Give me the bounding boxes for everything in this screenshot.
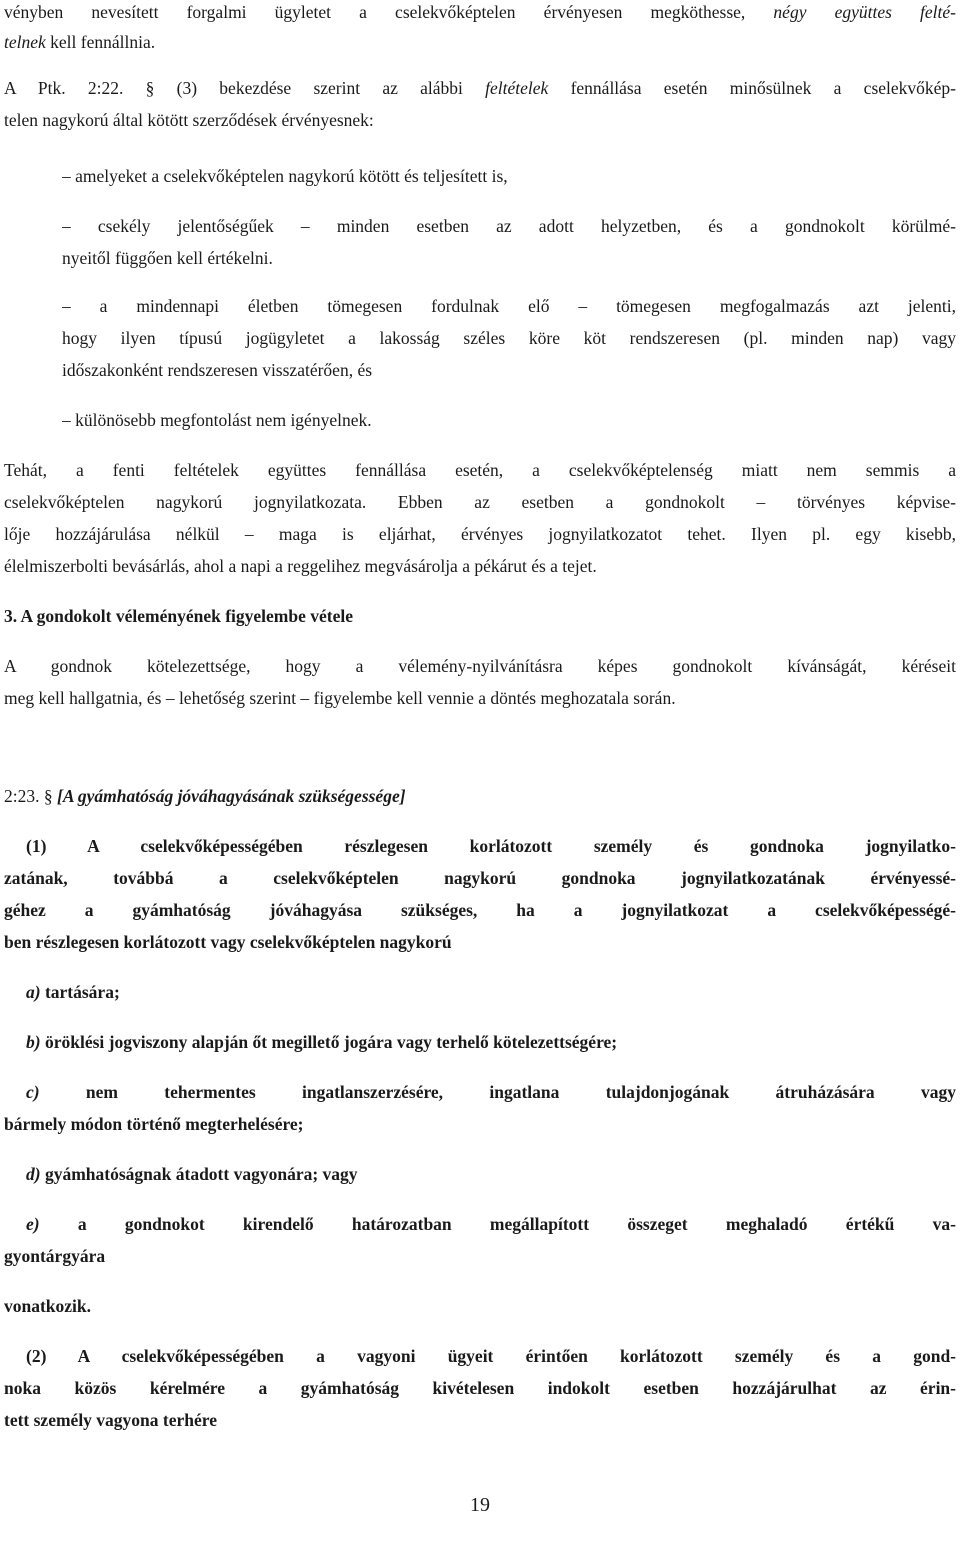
text-line: telnek kell fennállnia. — [4, 32, 156, 52]
law-point-b: b) öröklési jogviszony alapján őt megillető jogára vagy terhelő kötelezettségére; — [26, 1032, 618, 1052]
page-number: 19 — [470, 1494, 490, 1516]
text-line: vényben nevesített forgalmi ügyletet a cselekvőképtelen érvényesen megköthesse, négy együttes felté- — [4, 2, 956, 22]
law-paragraph: (2) A cselekvőképességében a vagyoni ügyeit érintően korlátozott személy és a gond- — [26, 1346, 956, 1366]
section-heading: 3. A gondokolt véleményének figyelembe vétele — [4, 606, 353, 626]
text-line: ben részlegesen korlátozott vagy cselekvőképtelen nagykorú — [4, 932, 452, 952]
text-line: Tehát, a fenti feltételek együttes fennállása esetén, a cselekvőképtelenség miatt nem semmis a — [4, 460, 956, 480]
text-line: vonatkozik. — [4, 1296, 92, 1316]
text-line: gyontárgyára — [4, 1246, 106, 1266]
text-line: lője hozzájárulása nélkül – maga is eljárhat, érvényes jognyilatkozatot tehet. Ilyen pl. egy kisebb, — [4, 524, 956, 544]
text-line: tett személy vagyona terhére — [4, 1410, 217, 1430]
list-item: – amelyeket a cselekvőképtelen nagykorú kötött és teljesített is, — [62, 166, 508, 186]
text-line: cselekvőképtelen nagykorú jognyilatkozata. Ebben az esetben a gondnokolt – törvényes képvise- — [4, 492, 956, 512]
text-line: telen nagykorú által kötött szerződések érvényesnek: — [4, 110, 374, 130]
law-point-e: e) a gondnokot kirendelő határozatban megállapított összeget meghaladó értékű va- — [26, 1214, 956, 1234]
list-item: – különösebb megfontolást nem igényelnek. — [62, 410, 372, 430]
list-item: – csekély jelentőségűek – minden esetben az adott helyzetben, és a gondnokolt körülmé- — [62, 216, 956, 236]
text-line: A Ptk. 2:22. § (3) bekezdése szerint az alábbi feltételek fennállása esetén minősülnek a cselekvőkép- — [4, 78, 956, 98]
text-line: zatának, továbbá a cselekvőképtelen nagykorú gondnoka jognyilatkozatának érvényessé- — [4, 868, 956, 888]
law-section-title: 2:23. § [A gyámhatóság jóváhagyásának szükségessége] — [4, 786, 406, 806]
text-line: időszakonként rendszeresen visszatérően, és — [62, 360, 373, 380]
text-line: hogy ilyen típusú jogügyletet a lakosság széles köre köt rendszeresen (pl. minden nap) vagy — [62, 328, 956, 348]
text-line: meg kell hallgatnia, és – lehetőség szerint – figyelembe kell vennie a döntés meghozatala során. — [4, 688, 676, 708]
law-point-c: c) nem tehermentes ingatlanszerzésére, ingatlana tulajdonjogának átruházására vagy — [26, 1082, 956, 1102]
text-line: nyeitől függően kell értékelni. — [62, 248, 273, 268]
text-line: élelmiszerbolti bevásárlás, ahol a napi a reggelihez megvásárolja a pékárut és a tejet. — [4, 556, 597, 576]
text-line: A gondnok kötelezettsége, hogy a vélemény-nyilvánításra képes gondnokolt kívánságát, kéréseit — [4, 656, 956, 676]
list-item: – a mindennapi életben tömegesen fordulnak elő – tömegesen megfogalmazás azt jelenti, — [62, 296, 956, 316]
text-line: bármely módon történő megterhelésére; — [4, 1114, 304, 1134]
text-line: noka közös kérelmére a gyámhatóság kivételesen indokolt esetben hozzájárulhat az érin- — [4, 1378, 956, 1398]
text-line: géhez a gyámhatóság jóváhagyása szükséges, ha a jognyilatkozat a cselekvőképességé- — [4, 900, 956, 920]
law-paragraph: (1) A cselekvőképességében részlegesen korlátozott személy és gondnoka jognyilatko- — [26, 836, 956, 856]
law-point-d: d) gyámhatóságnak átadott vagyonára; vagy — [26, 1164, 358, 1184]
law-point-a: a) tartására; — [26, 982, 120, 1002]
